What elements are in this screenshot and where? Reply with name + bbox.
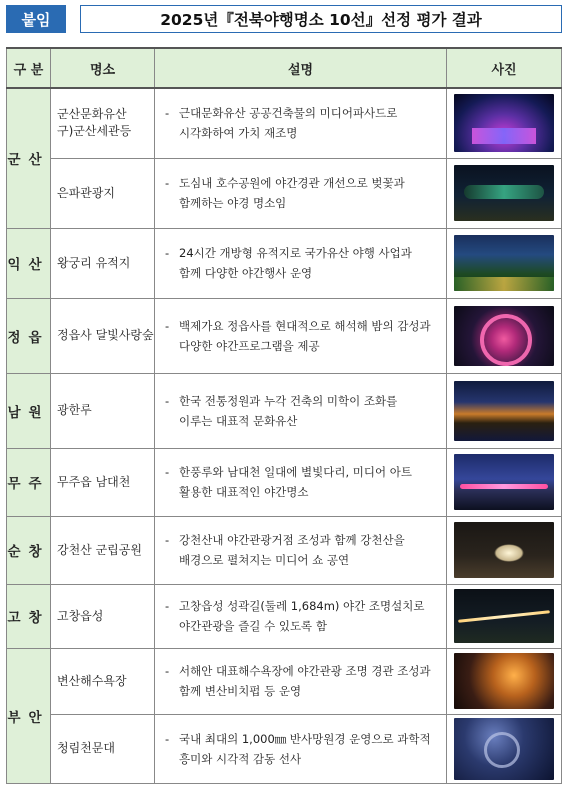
photo-cell: [447, 298, 562, 373]
place-photo: [454, 165, 554, 221]
place-photo: [454, 718, 554, 780]
table-row: [7, 373, 562, 448]
place-name-text: 광한루: [57, 403, 92, 417]
table-row: [7, 714, 562, 783]
table-row: [7, 158, 562, 228]
description-text: 강천산내 야간관광거점 조성과 함께 강천산을 배경으로 펼쳐지는 미디어 쇼 공연: [179, 533, 405, 567]
region-cell: 익산: [7, 228, 51, 298]
photo-cell: [447, 373, 562, 448]
description-text: 국내 최대의 1,000㎜ 반사망원경 운영으로 과학적 흥미와 시각적 감동 선사: [179, 731, 431, 766]
photo-cell: [447, 228, 562, 298]
description-text: 백제가요 정읍사를 현대적으로 해석해 밤의 감성과 다양한 야간프로그램을 제공: [179, 318, 431, 353]
place-description: - 고창읍성 성곽길(둘레 1,684m) 야간 조명설치로 야간관광을 즐길 수 있도록 함: [155, 584, 447, 648]
table-row: [7, 448, 562, 516]
region-cell: 부안: [7, 648, 51, 783]
document-title: 2025년『전북야행명소 10선』선정 평가 결과: [80, 5, 562, 33]
header-photo: 사진: [447, 48, 562, 88]
header-description: 설명: [155, 48, 447, 88]
place-name: [51, 88, 155, 158]
place-photo: [454, 522, 554, 578]
evaluation-table: [6, 47, 562, 784]
place-name-text: 무주읍 남대천: [57, 474, 131, 489]
place-name-text: 왕궁리 유적지: [57, 255, 131, 270]
photo-cell: [447, 516, 562, 584]
place-photo: [454, 589, 554, 643]
place-name: [51, 158, 155, 228]
photo-cell: [447, 584, 562, 648]
place-description: - 백제가요 정읍사를 현대적으로 해석해 밤의 감성과 다양한 야간프로그램을 제공: [155, 298, 447, 373]
place-name: [51, 516, 155, 584]
table-header-row: [7, 48, 562, 88]
table-row: [7, 88, 562, 158]
place-name: [51, 448, 155, 516]
region-cell: 고창: [7, 584, 51, 648]
place-photo: [454, 94, 554, 152]
place-photo: [454, 653, 554, 709]
place-name-text: 군산문화유산 구)군산세관등: [57, 107, 132, 139]
place-photo: [454, 381, 554, 441]
place-name-text: 청림천문대: [57, 741, 115, 755]
place-name: [51, 648, 155, 714]
photo-cell: [447, 88, 562, 158]
region-cell: 군산: [7, 88, 51, 228]
place-description: - 24시간 개방형 유적지로 국가유산 야행 사업과 함께 다양한 야간행사 운영: [155, 228, 447, 298]
description-text: 한국 전통정원과 누각 건축의 미학이 조화를 이루는 대표적 문화유산: [179, 393, 398, 428]
region-cell: 정읍: [7, 298, 51, 373]
description-text: 서해안 대표해수욕장에 야간관광 조명 경관 조성과 함께 변산비치펍 등 운영: [179, 664, 431, 698]
place-name: [51, 298, 155, 373]
table-row: [7, 298, 562, 373]
place-photo: [454, 306, 554, 366]
place-name-text: 강천산 군립공원: [57, 542, 142, 557]
region-cell: 무주: [7, 448, 51, 516]
photo-cell: [447, 448, 562, 516]
place-description: - 한국 전통정원과 누각 건축의 미학이 조화를 이루는 대표적 문화유산: [155, 373, 447, 448]
place-description: - 서해안 대표해수욕장에 야간관광 조명 경관 조성과 함께 변산비치펍 등 운영: [155, 648, 447, 714]
description-text: 24시간 개방형 유적지로 국가유산 야행 사업과 함께 다양한 야간행사 운영: [179, 246, 412, 280]
table-row: [7, 648, 562, 714]
region-cell: 순창: [7, 516, 51, 584]
photo-cell: [447, 648, 562, 714]
header-region: 구 분: [7, 48, 51, 88]
attachment-badge: 붙임: [6, 5, 66, 33]
table-row: [7, 228, 562, 298]
place-photo: [454, 235, 554, 291]
place-description: - 도심내 호수공원에 야간경관 개선으로 벚꽃과 함께하는 야경 명소임: [155, 158, 447, 228]
place-name-text: 정읍사 달빛사랑숲: [57, 328, 154, 342]
photo-cell: [447, 714, 562, 783]
place-name-text: 고창읍성: [57, 608, 104, 623]
description-text: 고창읍성 성곽길(둘레 1,684m) 야간 조명설치로 야간관광을 즐길 수 있도록 함: [179, 599, 425, 633]
header-name: 명소: [51, 48, 155, 88]
place-name: [51, 228, 155, 298]
place-name-text: 은파관광지: [57, 185, 115, 200]
table-row: [7, 516, 562, 584]
place-name: [51, 714, 155, 783]
region-cell: 남원: [7, 373, 51, 448]
table-row: [7, 584, 562, 648]
document-header: [6, 5, 561, 33]
place-description: - 근대문화유산 공공건축물의 미디어파사드로 시각화하여 가치 재조명: [155, 88, 447, 158]
description-text: 근대문화유산 공공건축물의 미디어파사드로 시각화하여 가치 재조명: [179, 106, 398, 141]
place-name: [51, 584, 155, 648]
description-text: 도심내 호수공원에 야간경관 개선으로 벚꽃과 함께하는 야경 명소임: [179, 176, 405, 210]
photo-cell: [447, 158, 562, 228]
place-name-text: 변산해수욕장: [57, 673, 127, 688]
place-description: - 국내 최대의 1,000㎜ 반사망원경 운영으로 과학적 흥미와 시각적 감동 선사: [155, 714, 447, 783]
place-name: [51, 373, 155, 448]
place-description: - 강천산내 야간관광거점 조성과 함께 강천산을 배경으로 펼쳐지는 미디어 쇼 공연: [155, 516, 447, 584]
place-photo: [454, 454, 554, 510]
description-text: 한풍루와 남대천 일대에 별빛다리, 미디어 아트 활용한 대표적인 야간명소: [179, 465, 413, 499]
place-description: - 한풍루와 남대천 일대에 별빛다리, 미디어 아트 활용한 대표적인 야간명소: [155, 448, 447, 516]
